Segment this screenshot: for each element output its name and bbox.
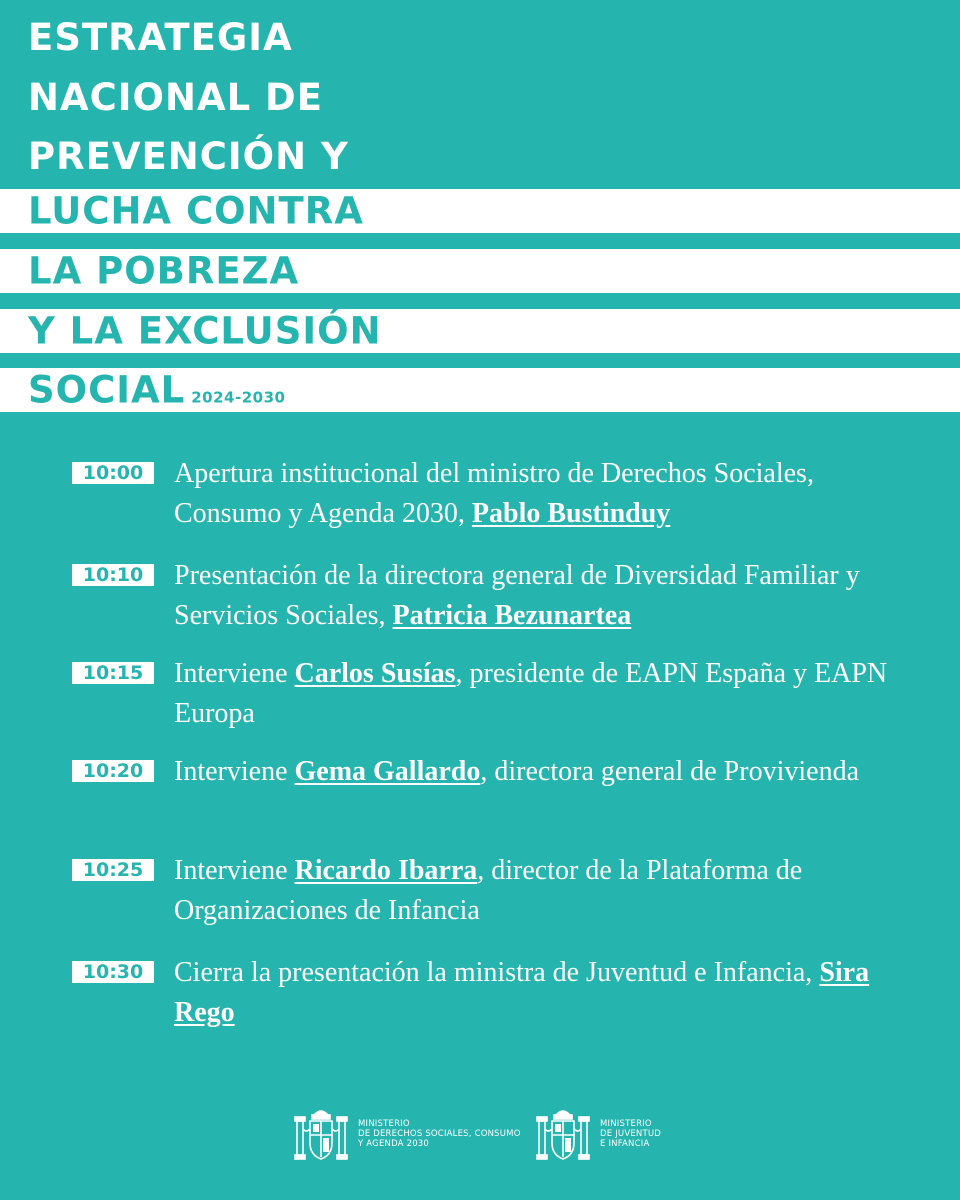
title-line-4: LUCHA CONTRA: [28, 189, 364, 233]
time-badge: 10:15: [72, 662, 154, 684]
agenda-text-post: , presidente de EAPN España y EAPN Europa: [174, 658, 888, 729]
agenda-text-pre: Presentación de la directora general de Diversidad Familiar y Servicios Sociales,: [174, 560, 860, 631]
title-band-4: [0, 368, 960, 412]
coat-of-arms-icon: [534, 1105, 592, 1165]
logo-text: [600, 1119, 661, 1149]
title-band-2: [0, 249, 960, 293]
title-band-1: [0, 189, 960, 233]
logo-text-line: Y AGENDA 2030: [358, 1139, 430, 1149]
logo-ministerio-juventud: [534, 1105, 694, 1165]
coat-of-arms-icon: [292, 1105, 350, 1165]
speaker-name: Carlos Susías: [294, 658, 456, 689]
agenda-text-post: , director de la Plataforma de Organizaciones de Infancia: [174, 855, 803, 926]
agenda-text: [174, 752, 914, 792]
title-years: 2024-2030: [191, 388, 286, 407]
logo-text-line: MINISTERIO: [600, 1119, 652, 1129]
agenda-text-pre: Cierra la presentación la ministra de Juventud e Infancia,: [174, 957, 820, 988]
time-badge: 10:00: [72, 462, 154, 484]
logo-ministerio-derechos-sociales: [292, 1105, 532, 1165]
agenda-text-pre: Interviene: [174, 658, 295, 689]
time-badge: 10:20: [72, 760, 154, 782]
agenda-text: [174, 654, 914, 734]
title-line-7: [28, 368, 286, 412]
speaker-name: Patricia Bezunartea: [392, 600, 632, 631]
speaker-name: Ricardo Ibarra: [294, 855, 478, 886]
title-line-1: ESTRATEGIA: [28, 16, 293, 59]
logo-text-line: DE JUVENTUD: [600, 1129, 662, 1139]
logo-text-line: MINISTERIO: [358, 1119, 410, 1129]
agenda-text: [174, 851, 914, 931]
agenda-text-pre: Interviene: [174, 855, 295, 886]
time-badge: 10:25: [72, 859, 154, 881]
agenda-text: [174, 454, 914, 534]
title-band-3: [0, 309, 960, 353]
speaker-name: Gema Gallardo: [294, 756, 481, 787]
logo-text-line: E INFANCIA: [600, 1139, 650, 1149]
logo-text-line: DE DERECHOS SOCIALES, CONSUMO: [358, 1129, 521, 1139]
title-line-3: PREVENCIÓN Y: [28, 135, 349, 178]
time-badge: 10:10: [72, 564, 154, 586]
agenda-text-pre: Apertura institucional del ministro de Derechos Sociales, Consumo y Agenda 2030,: [174, 458, 814, 529]
agenda-text: [174, 556, 914, 636]
agenda-text: [174, 953, 914, 1033]
time-badge: 10:30: [72, 961, 154, 983]
title-line-6: Y LA EXCLUSIÓN: [28, 309, 382, 353]
title-social: SOCIAL: [28, 368, 186, 412]
speaker-name: Sira Rego: [174, 957, 870, 1028]
agenda-text-post: , directora general de Provivienda: [480, 756, 859, 787]
agenda-text-pre: Interviene: [174, 756, 295, 787]
title-line-2: NACIONAL DE: [28, 76, 324, 119]
logo-text: [358, 1119, 521, 1149]
speaker-name: Pablo Bustinduy: [471, 498, 671, 529]
title-line-5: LA POBREZA: [28, 249, 300, 293]
